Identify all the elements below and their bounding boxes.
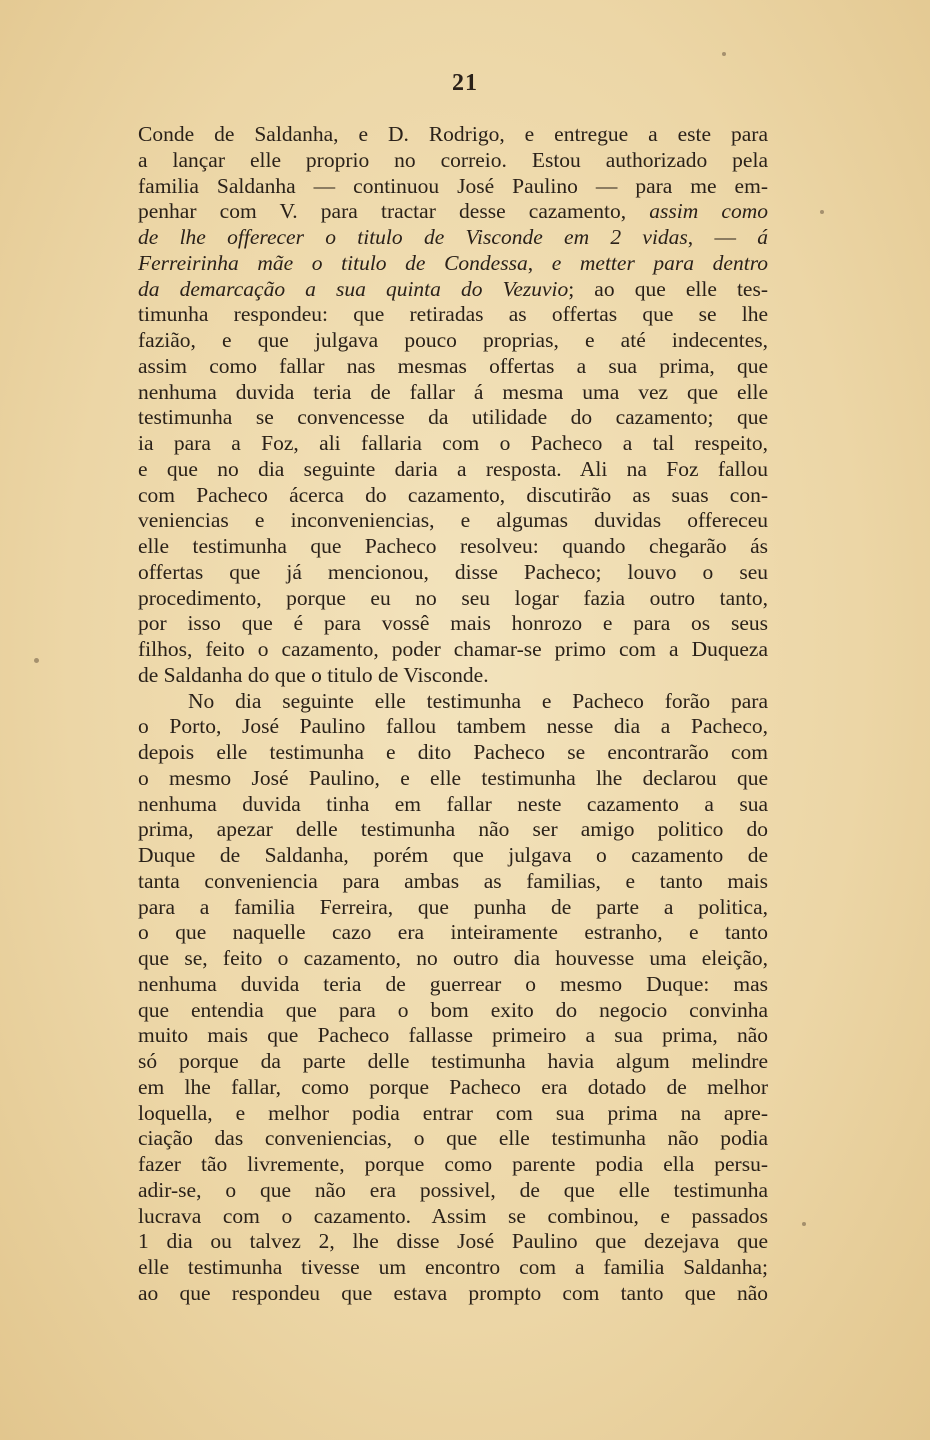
text-run: offertas que já mencionou, disse Pacheco; louvo o seu (138, 559, 768, 584)
text-line (138, 1281, 768, 1307)
text-line (138, 225, 768, 251)
text-run: veniencias e inconveniencias, e algumas duvidas offereceu (138, 508, 768, 533)
text-run: timunha respondeu: que retiradas as offertas que se lhe (138, 302, 768, 327)
text-run: depois elle testimunha e dito Pacheco se encontrarão com (138, 740, 768, 764)
text-run: filhos, feito o cazamento, poder chamar-se primo com a Duqueza (138, 637, 768, 661)
text-run: nenhuma duvida teria de fallar á mesma uma vez que elle (138, 379, 768, 404)
italic-text: á (757, 225, 768, 249)
text-run: ; ao que elle tes- (568, 276, 768, 301)
text-run: elle testimunha tivesse um encontro com a familia Saldanha; (138, 1255, 768, 1279)
text-run: familia Saldanha — continuou José Paulino — para me em- (138, 173, 768, 198)
text-run: que entendia que para o bom exito do negocio convinha (138, 997, 768, 1022)
text-line (138, 1152, 768, 1178)
text-line (138, 1126, 768, 1152)
text-line (138, 560, 768, 586)
text-line (138, 174, 768, 200)
text-run: o que naquelle cazo era inteiramente estranho, e tanto (138, 920, 768, 945)
text-line (138, 792, 768, 818)
text-line (138, 354, 768, 380)
text-line (138, 843, 768, 869)
text-run: , (527, 250, 552, 275)
text-run: nenhuma duvida tinha em fallar neste cazamento a sua (138, 791, 768, 816)
italic-text: de lhe offerecer o titulo de Visconde em 2 vidas (138, 225, 688, 249)
text-run: para a familia Ferreira, que punha de parte a politica, (138, 894, 768, 919)
text-run: lucrava com o cazamento. Assim se combinou, e passados (138, 1203, 768, 1228)
text-line (138, 1229, 768, 1255)
text-line (138, 817, 768, 843)
text-run: penhar com V. para tractar desse cazamento, (138, 199, 650, 224)
text-run: a lançar elle proprio no correio. Estou authorizado pela (138, 147, 768, 172)
text-run: loquella, e melhor podia entrar com sua prima na apre- (138, 1100, 768, 1125)
text-run: No dia seguinte elle testimunha e Pacheco forão para (188, 688, 768, 713)
body-text (138, 122, 768, 1307)
text-line (138, 380, 768, 406)
text-run: ia para a Foz, ali fallaria com o Pacheco a tal respeito, (138, 431, 768, 455)
text-run: por isso que é para vossê mais honrozo e para os seus (138, 611, 768, 636)
text-line (138, 1178, 768, 1204)
text-line (138, 148, 768, 174)
text-line (138, 1255, 768, 1281)
text-run: Duque de Saldanha, porém que julgava o cazamento de (138, 843, 768, 867)
text-run: 1 dia ou talvez 2, lhe disse José Paulino que dezejava que (138, 1229, 768, 1254)
text-line (138, 869, 768, 895)
text-line (138, 328, 768, 354)
text-line (138, 508, 768, 534)
text-line (138, 998, 768, 1024)
text-line (138, 1204, 768, 1230)
text-line (138, 663, 768, 689)
text-run: fazer tão livremente, porque como parente podia ella persu- (138, 1152, 768, 1176)
text-run: fazião, e que julgava pouco proprias, e até indecentes, (138, 328, 768, 352)
text-line (138, 1023, 768, 1049)
text-line (138, 457, 768, 483)
text-line (138, 405, 768, 431)
text-run: tanta conveniencia para ambas as familias, e tanto mais (138, 868, 768, 893)
text-line (138, 740, 768, 766)
text-run: em lhe fallar, como porque Pacheco era dotado de melhor (138, 1074, 768, 1099)
paper-blemish (722, 52, 726, 56)
text-run: assim como fallar nas mesmas offertas a sua prima, que (138, 353, 768, 378)
paper-blemish (820, 210, 824, 214)
text-run: elle testimunha que Pacheco resolveu: quando chegarão ás (138, 534, 768, 558)
text-run: nenhuma duvida teria de guerrear o mesmo Duque: mas (138, 971, 768, 996)
text-run: adir-se, o que não era possivel, de que elle testimunha (138, 1177, 768, 1202)
text-line (138, 277, 768, 303)
text-line (138, 251, 768, 277)
paper-blemish (34, 658, 39, 663)
text-run: que se, feito o cazamento, no outro dia houvesse uma eleição, (138, 946, 768, 970)
italic-text: da demarcação a sua quinta do Vezuvio (138, 276, 569, 301)
text-run: , — (687, 225, 758, 249)
text-line (138, 534, 768, 560)
text-line (138, 1101, 768, 1127)
text-line (138, 1049, 768, 1075)
text-run: com Pacheco ácerca do cazamento, discutirão as suas con- (138, 482, 768, 507)
text-run: ciação das conveniencias, o que elle testimunha não podia (138, 1126, 768, 1151)
text-line (138, 611, 768, 637)
text-line (138, 302, 768, 328)
text-line (138, 483, 768, 509)
text-line (138, 689, 768, 715)
text-line (138, 199, 768, 225)
text-line (138, 714, 768, 740)
text-run: só porque da parte delle testimunha havia algum melindre (138, 1049, 768, 1073)
text-run: Conde de Saldanha, e D. Rodrigo, e entregue a este para (138, 122, 768, 146)
italic-text: e metter para dentro (551, 250, 769, 275)
text-line (138, 431, 768, 457)
text-line (138, 920, 768, 946)
text-line (138, 122, 768, 148)
text-run: o Porto, José Paulino fallou tambem nesse dia a Pacheco, (138, 714, 768, 739)
text-run: ao que respondeu que estava prompto com tanto que não (138, 1280, 768, 1305)
italic-text: Ferreirinha mãe o titulo de Condessa (138, 250, 528, 275)
text-line (138, 586, 768, 612)
text-line (138, 972, 768, 998)
page-number: 21 (452, 70, 478, 96)
text-run: testimunha se convencesse da utilidade do cazamento; que (138, 405, 768, 430)
text-run: prima, apezar delle testimunha não ser amigo politico do (138, 817, 768, 842)
text-line (138, 946, 768, 972)
text-line (138, 1075, 768, 1101)
text-run: e que no dia seguinte daria a resposta. Ali na Foz fallou (138, 456, 768, 481)
text-line (138, 766, 768, 792)
text-line (138, 637, 768, 663)
text-line (138, 895, 768, 921)
text-run: muito mais que Pacheco fallasse primeiro a sua prima, não (138, 1023, 768, 1048)
italic-text: assim como (649, 199, 768, 224)
text-run: de Saldanha do que o titulo de Visconde. (138, 662, 489, 687)
text-run: procedimento, porque eu no seu logar fazia outro tanto, (138, 585, 768, 610)
text-run: o mesmo José Paulino, e elle testimunha lhe declarou que (138, 765, 768, 790)
paper-blemish (802, 1222, 806, 1226)
